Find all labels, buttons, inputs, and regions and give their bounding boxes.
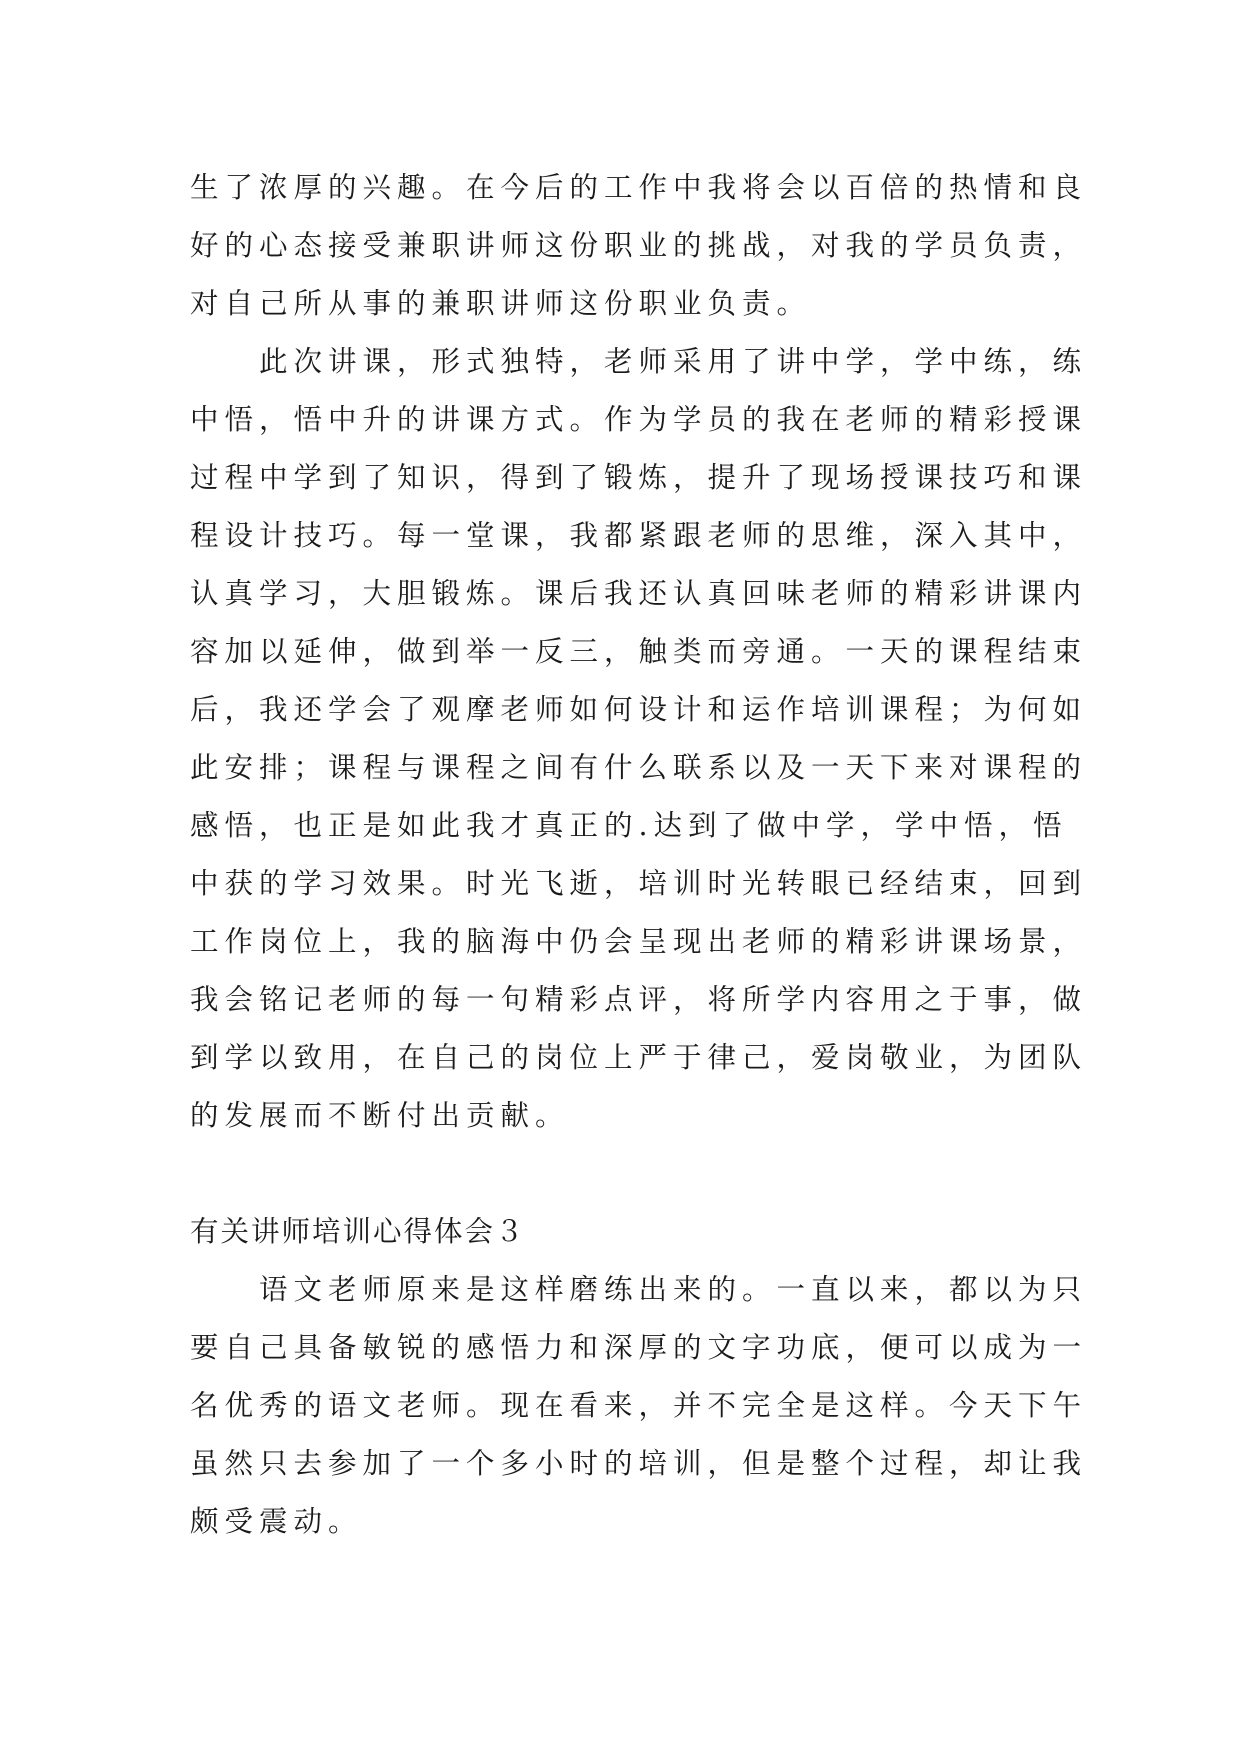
paragraph-spacer (190, 1145, 1056, 1203)
text-line: 的发展而不断付出贡献。 (190, 1099, 570, 1132)
text-line: 过程中学到了知识，得到了锻炼，提升了现场授课技巧和课 (190, 461, 1088, 494)
text-line: 对自己所从事的兼职讲师这份职业负责。 (190, 287, 812, 320)
text-line: 认真学习，大胆锻炼。课后我还认真回味老师的精彩讲课内 (190, 577, 1088, 610)
text-line: 中获的学习效果。时光飞逝，培训时光转眼已经结束，回到 (190, 867, 1088, 900)
text-line: 此安排；课程与课程之间有什么联系以及一天下来对课程的 (190, 751, 1088, 784)
section-heading: 有关讲师培训心得体会３ (190, 1215, 526, 1248)
text-line: 名优秀的语文老师。现在看来，并不完全是这样。今天下午 (190, 1389, 1088, 1422)
text-line: 生了浓厚的兴趣。在今后的工作中我将会以百倍的热情和良 (190, 171, 1088, 204)
text-line: 我会铭记老师的每一句精彩点评，将所学内容用之于事，做 (190, 983, 1088, 1016)
text-line: 要自己具备敏锐的感悟力和深厚的文字功底，便可以成为一 (190, 1331, 1088, 1364)
text-line: 感悟，也正是如此我才真正的.达到了做中学，学中悟，悟 (190, 809, 1068, 842)
text-line: 工作岗位上，我的脑海中仍会呈现出老师的精彩讲课场景， (190, 925, 1088, 958)
text-line: 颇受震动。 (190, 1505, 363, 1538)
paragraph (190, 159, 1088, 333)
document-body (190, 159, 1088, 1551)
paragraph (190, 1261, 1088, 1551)
text-line: 此次讲课，形式独特，老师采用了讲中学，学中练，练 (190, 345, 1088, 378)
text-line: 程设计技巧。每一堂课，我都紧跟老师的思维，深入其中， (190, 519, 1088, 552)
text-line: 后，我还学会了观摩老师如何设计和运作培训课程；为何如 (190, 693, 1088, 726)
text-line: 好的心态接受兼职讲师这份职业的挑战，对我的学员负责， (190, 229, 1088, 262)
paragraph (190, 333, 1088, 1145)
text-line: 容加以延伸，做到举一反三，触类而旁通。一天的课程结束 (190, 635, 1088, 668)
text-line: 虽然只去参加了一个多小时的培训，但是整个过程，却让我 (190, 1447, 1088, 1480)
text-line: 中悟，悟中升的讲课方式。作为学员的我在老师的精彩授课 (190, 403, 1088, 436)
text-line: 到学以致用，在自己的岗位上严于律己，爱岗敬业，为团队 (190, 1041, 1088, 1074)
text-line: 语文老师原来是这样磨练出来的。一直以来，都以为只 (190, 1273, 1088, 1306)
